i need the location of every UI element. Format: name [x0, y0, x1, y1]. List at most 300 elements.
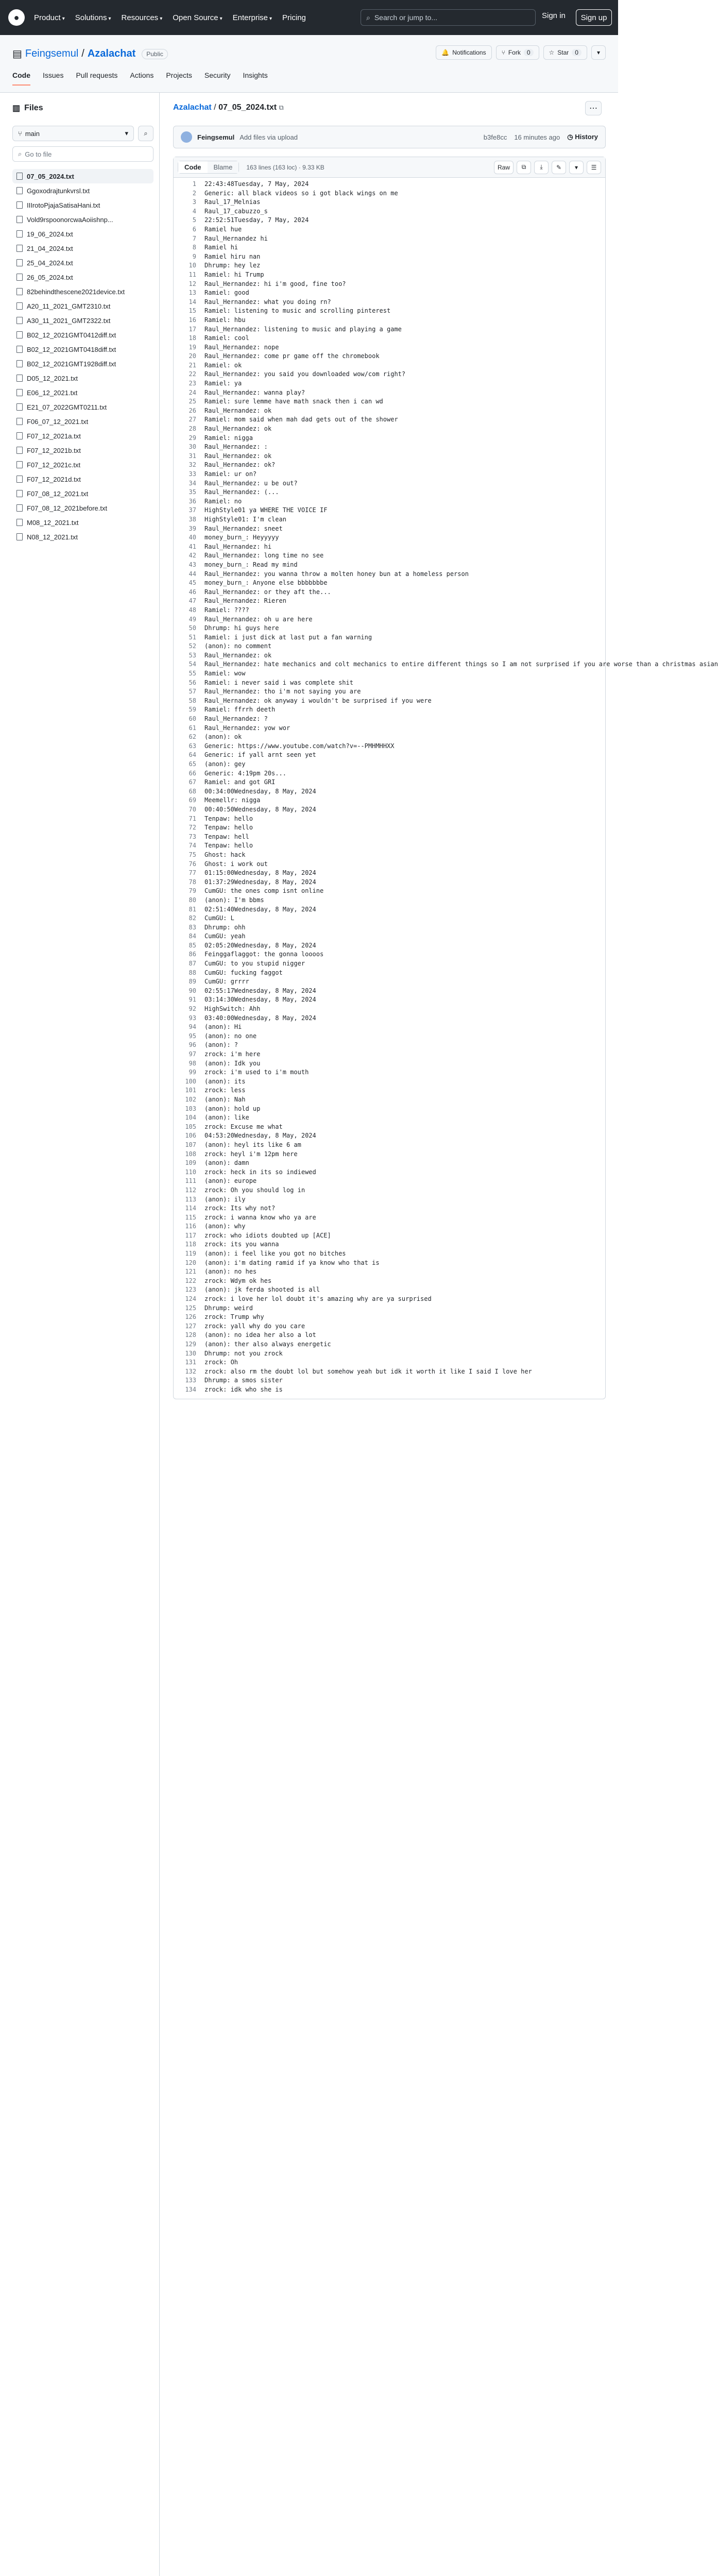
tab-issues[interactable]: Issues: [43, 71, 64, 79]
line-number[interactable]: 35: [189, 488, 196, 496]
line-text: money_burn_: Anyone else bbbbbbbe: [204, 579, 328, 587]
line-number[interactable]: 50: [189, 624, 196, 632]
code-line: [174, 443, 605, 452]
line-number[interactable]: 9: [192, 252, 196, 260]
line-number[interactable]: 86: [189, 951, 196, 958]
line-number[interactable]: 76: [189, 860, 196, 868]
line-text: Ramiel: mom said when mah dad gets out of the shower: [204, 416, 398, 423]
line-text: Raul_Hernandez: hi: [204, 543, 272, 550]
line-number[interactable]: 47: [189, 597, 196, 605]
file-tree-item[interactable]: [12, 284, 153, 299]
line-number[interactable]: 7: [192, 234, 196, 242]
blame-view-button[interactable]: Blame: [208, 161, 239, 173]
breadcrumb-repo-link[interactable]: Azalachat: [173, 103, 212, 112]
code-line: [174, 687, 605, 697]
line-number[interactable]: 123: [185, 1286, 196, 1294]
commit-author[interactable]: Feingsemul: [197, 133, 235, 141]
line-number[interactable]: 31: [189, 452, 196, 460]
file-search-button[interactable]: [138, 126, 153, 141]
line-number[interactable]: 114: [185, 1205, 196, 1212]
copy-path-icon[interactable]: ⧉: [279, 104, 284, 111]
code-line: [174, 787, 605, 796]
line-number[interactable]: 117: [185, 1231, 196, 1239]
main-nav: [34, 13, 306, 22]
line-number[interactable]: 45: [189, 579, 196, 587]
code-line: [174, 1131, 605, 1141]
line-number[interactable]: 68: [189, 787, 196, 795]
file-tree-item-label: A30_11_2021_GMT2322.txt: [27, 316, 111, 325]
line-number[interactable]: 3: [192, 198, 196, 206]
line-number[interactable]: 125: [185, 1304, 196, 1312]
line-number[interactable]: 42: [189, 552, 196, 560]
branch-selector[interactable]: ⑂ main ▾: [12, 126, 134, 141]
line-number[interactable]: 73: [189, 833, 196, 840]
tab-projects[interactable]: Projects: [166, 71, 192, 79]
line-number[interactable]: 15: [189, 307, 196, 315]
line-number[interactable]: 29: [189, 434, 196, 442]
line-number[interactable]: 62: [189, 733, 196, 741]
line-number[interactable]: 61: [189, 724, 196, 732]
line-text: Ramiel: i never said i was complete shit: [204, 679, 353, 686]
line-number[interactable]: 33: [189, 470, 196, 478]
code-line: [174, 1141, 605, 1150]
tab-insights[interactable]: Insights: [243, 71, 268, 79]
line-number[interactable]: 131: [185, 1359, 196, 1366]
line-number[interactable]: 11: [189, 270, 196, 278]
line-number[interactable]: 57: [189, 688, 196, 696]
file-tree-item[interactable]: [12, 270, 153, 284]
line-number[interactable]: 90: [189, 987, 196, 994]
file-tree-item-label: F06_07_12_2021.txt: [27, 417, 89, 426]
line-text: Raul_Hernandez: ?: [204, 715, 268, 723]
code-line: [174, 769, 605, 778]
line-number[interactable]: 99: [189, 1069, 196, 1076]
code-line: [174, 1231, 605, 1241]
download-icon[interactable]: ⤓: [534, 161, 549, 174]
line-number[interactable]: 22: [189, 370, 196, 378]
branch-icon: ⑂: [18, 129, 22, 138]
file-tree-item[interactable]: [12, 328, 153, 342]
code-line: [174, 1086, 605, 1095]
line-number[interactable]: 51: [189, 633, 196, 641]
line-number[interactable]: 104: [185, 1114, 196, 1122]
line-number[interactable]: 27: [189, 416, 196, 423]
file-tree-item[interactable]: [12, 227, 153, 241]
line-text: Meemellr: nigga: [204, 796, 261, 804]
code-line: [174, 307, 605, 316]
line-text: Raul_Hernandez: hate mechanics and colt mechanics to entire different things so I am not surprised if you are worse than a christmas asian: [204, 660, 718, 668]
more-options-button[interactable]: ⋯: [585, 101, 602, 115]
code-line: [174, 234, 605, 244]
file-tree-item[interactable]: [12, 299, 153, 313]
line-number[interactable]: 105: [185, 1123, 196, 1130]
line-number[interactable]: 59: [189, 706, 196, 714]
line-number[interactable]: 25: [189, 398, 196, 405]
file-icon: [16, 418, 23, 425]
code-line: [174, 379, 605, 388]
code-line: [174, 1259, 605, 1268]
line-number[interactable]: 100: [185, 1077, 196, 1085]
line-number[interactable]: 92: [189, 1005, 196, 1013]
sign-in-link[interactable]: Sign in: [542, 11, 566, 20]
line-number[interactable]: 94: [189, 1023, 196, 1031]
code-line: [174, 207, 605, 216]
file-tree-item-label: D05_12_2021.txt: [27, 374, 78, 382]
line-number[interactable]: 40: [189, 534, 196, 541]
fork-button[interactable]: ⑂ Fork 0: [496, 45, 539, 60]
nav-resources[interactable]: Resources ▾: [121, 13, 163, 22]
line-text: 02:55:17Wednesday, 8 May, 2024: [204, 987, 316, 994]
visibility-badge: Public: [142, 49, 168, 59]
line-text: Ramiel: ok: [204, 361, 242, 369]
file-tree-item[interactable]: [12, 313, 153, 328]
nav-pricing[interactable]: Pricing: [282, 13, 306, 22]
line-number[interactable]: 1: [192, 180, 196, 188]
line-text: Raul_Hernandez: u be out?: [204, 479, 298, 487]
line-number[interactable]: 20: [189, 352, 196, 360]
tab-actions[interactable]: Actions: [130, 71, 154, 79]
line-text: CumGU: yeah: [204, 933, 246, 940]
line-number[interactable]: 124: [185, 1295, 196, 1303]
line-text: zrock: also rm the doubt lol but somehow yeah but idk it worth it like I said I love her: [204, 1367, 532, 1375]
line-number[interactable]: 46: [189, 588, 196, 596]
file-icon: [16, 259, 23, 266]
line-number[interactable]: 134: [185, 1385, 196, 1393]
line-number[interactable]: 65: [189, 760, 196, 768]
line-number[interactable]: 71: [189, 815, 196, 822]
tab-security[interactable]: Security: [204, 71, 231, 79]
nav-open-source[interactable]: Open Source ▾: [173, 13, 223, 22]
line-text: (anon): like: [204, 1114, 249, 1122]
code-line: [174, 1285, 605, 1295]
commit-message[interactable]: Add files via upload: [240, 133, 298, 141]
star-dropdown-button[interactable]: [591, 45, 606, 60]
line-number[interactable]: 23: [189, 380, 196, 387]
line-text: Ramiel: no: [204, 497, 242, 505]
file-tree-item-label: B02_12_2021GMT0418diff.txt: [27, 345, 116, 353]
sidebar-toggle-icon[interactable]: ▥: [12, 104, 21, 113]
line-number[interactable]: 133: [185, 1377, 196, 1384]
file-tree-item[interactable]: [12, 357, 153, 371]
line-number[interactable]: 53: [189, 651, 196, 659]
nav-enterprise[interactable]: Enterprise ▾: [232, 13, 272, 22]
line-number[interactable]: 19: [189, 343, 196, 351]
line-number[interactable]: 24: [189, 388, 196, 396]
line-number[interactable]: 111: [185, 1177, 196, 1185]
file-tree-item[interactable]: [12, 198, 153, 212]
line-text: Ramiel: hbu: [204, 316, 246, 324]
line-text: zrock: Excuse me what: [204, 1123, 283, 1130]
line-number[interactable]: 26: [189, 406, 196, 414]
file-tree-item[interactable]: [12, 414, 153, 429]
repo-name-link[interactable]: Azalachat: [87, 48, 136, 59]
file-tree-item[interactable]: [12, 501, 153, 515]
line-number[interactable]: 93: [189, 1014, 196, 1022]
line-number[interactable]: 43: [189, 561, 196, 568]
line-number[interactable]: 107: [185, 1141, 196, 1148]
file-tree-item[interactable]: [12, 256, 153, 270]
line-number[interactable]: 103: [185, 1105, 196, 1112]
line-number[interactable]: 130: [185, 1349, 196, 1357]
code-line: [174, 243, 605, 252]
code-line: [174, 252, 605, 262]
line-number[interactable]: 8: [192, 244, 196, 251]
line-text: Raul_Hernandez: you said you downloaded wow/com right?: [204, 370, 406, 378]
line-number[interactable]: 64: [189, 751, 196, 759]
file-tree-item[interactable]: [12, 530, 153, 544]
code-line: [174, 1331, 605, 1340]
line-number[interactable]: 83: [189, 923, 196, 931]
line-number[interactable]: 39: [189, 524, 196, 532]
line-number[interactable]: 75: [189, 851, 196, 858]
line-number[interactable]: 80: [189, 896, 196, 904]
chevron-down-icon[interactable]: ▾: [569, 161, 584, 174]
notifications-button[interactable]: 🔔 Notifications: [436, 45, 491, 60]
avatar[interactable]: [181, 131, 192, 143]
line-number[interactable]: 102: [185, 1095, 196, 1103]
code-line: [174, 987, 605, 996]
commit-sha[interactable]: b3fe8cc: [483, 133, 507, 141]
code-line: [174, 1213, 605, 1223]
line-text: Ramiel: nigga: [204, 434, 253, 442]
line-number[interactable]: 122: [185, 1277, 196, 1284]
line-number[interactable]: 119: [185, 1250, 196, 1258]
file-tree-item[interactable]: [12, 169, 153, 183]
line-number[interactable]: 16: [189, 316, 196, 324]
file-tree-item[interactable]: [12, 515, 153, 530]
line-number[interactable]: 2: [192, 189, 196, 197]
line-number[interactable]: 97: [189, 1050, 196, 1058]
line-number[interactable]: 49: [189, 615, 196, 623]
line-number[interactable]: 118: [185, 1241, 196, 1248]
line-number[interactable]: 17: [189, 325, 196, 333]
repo-owner-link[interactable]: Feingsemul: [25, 48, 79, 59]
file-tree-item[interactable]: [12, 400, 153, 414]
line-number[interactable]: 72: [189, 824, 196, 832]
line-text: zrock: i wanna know who ya are: [204, 1213, 316, 1221]
code-line: [174, 461, 605, 470]
line-number[interactable]: 5: [192, 216, 196, 224]
tab-pull-requests[interactable]: Pull requests: [76, 71, 118, 79]
code-line: [174, 316, 605, 325]
line-number[interactable]: 56: [189, 679, 196, 686]
line-number[interactable]: 128: [185, 1331, 196, 1339]
file-icon: [16, 288, 23, 295]
code-line: [174, 760, 605, 769]
code-line: [174, 551, 605, 561]
code-line: [174, 180, 605, 189]
file-tree-item[interactable]: [12, 472, 153, 486]
line-text: money_burn_: Read my mind: [204, 561, 298, 568]
line-number[interactable]: 84: [189, 933, 196, 940]
line-number[interactable]: 63: [189, 742, 196, 750]
nav-solutions[interactable]: Solutions ▾: [75, 13, 111, 22]
code-view-button[interactable]: Code: [178, 161, 208, 173]
code-line: [174, 524, 605, 534]
line-number[interactable]: 12: [189, 280, 196, 287]
code-line: [174, 679, 605, 688]
line-text: (anon): Nah: [204, 1095, 246, 1103]
line-number[interactable]: 48: [189, 606, 196, 614]
line-number[interactable]: 127: [185, 1322, 196, 1330]
line-number[interactable]: 37: [189, 506, 196, 514]
file-tree-item[interactable]: [12, 183, 153, 198]
file-tree-item[interactable]: [12, 429, 153, 443]
line-number[interactable]: 129: [185, 1341, 196, 1348]
line-number[interactable]: 89: [189, 978, 196, 986]
line-text: Dhrump: a smos sister: [204, 1377, 283, 1384]
code-line: [174, 624, 605, 633]
line-number[interactable]: 106: [185, 1132, 196, 1140]
code-line: [174, 651, 605, 660]
line-number[interactable]: 115: [185, 1213, 196, 1221]
file-tree-item[interactable]: [12, 457, 153, 472]
code-line: [174, 851, 605, 860]
line-text: Ramiel: ur on?: [204, 470, 257, 478]
code-line: [174, 406, 605, 416]
line-number[interactable]: 96: [189, 1041, 196, 1049]
line-number[interactable]: 79: [189, 887, 196, 895]
line-text: Ramiel: wow: [204, 670, 246, 677]
line-number[interactable]: 81: [189, 905, 196, 913]
search-icon: ⌕: [366, 13, 370, 22]
latest-commit-bar: [173, 126, 606, 148]
code-line: [174, 361, 605, 370]
line-number[interactable]: 4: [192, 207, 196, 215]
line-number[interactable]: 108: [185, 1150, 196, 1158]
line-number[interactable]: 58: [189, 697, 196, 704]
copy-icon[interactable]: ⧉: [517, 161, 531, 174]
file-icon: [16, 476, 23, 483]
line-number[interactable]: 110: [185, 1168, 196, 1176]
line-text: (anon): Idk you: [204, 1059, 261, 1067]
line-number[interactable]: 6: [192, 225, 196, 233]
code-line: [174, 1032, 605, 1041]
line-number[interactable]: 32: [189, 461, 196, 469]
line-number[interactable]: 77: [189, 869, 196, 877]
line-number[interactable]: 67: [189, 778, 196, 786]
line-text: 01:37:29Wednesday, 8 May, 2024: [204, 878, 316, 886]
line-number[interactable]: 10: [189, 262, 196, 269]
raw-button[interactable]: Raw: [494, 161, 514, 174]
line-number[interactable]: 113: [185, 1195, 196, 1203]
line-text: (anon): why: [204, 1223, 246, 1230]
line-number[interactable]: 112: [185, 1186, 196, 1194]
line-text: (anon): jk ferda shooted is all: [204, 1286, 320, 1294]
code-line: [174, 588, 605, 597]
code-line: [174, 995, 605, 1005]
go-to-file-input[interactable]: ⌕ Go to file: [12, 146, 153, 162]
tab-code[interactable]: Code: [12, 71, 30, 86]
line-number[interactable]: 69: [189, 796, 196, 804]
sign-up-button[interactable]: Sign up: [576, 9, 612, 26]
line-number[interactable]: 66: [189, 769, 196, 777]
line-text: 03:40:00Wednesday, 8 May, 2024: [204, 1014, 316, 1022]
line-number[interactable]: 126: [185, 1313, 196, 1321]
line-number[interactable]: 21: [189, 361, 196, 369]
line-number[interactable]: 121: [185, 1268, 196, 1276]
line-number[interactable]: 36: [189, 497, 196, 505]
line-number[interactable]: 116: [185, 1223, 196, 1230]
line-text: Dhrump: hi guys here: [204, 624, 279, 632]
code-line: [174, 1095, 605, 1105]
line-number[interactable]: 34: [189, 479, 196, 487]
file-tree-item[interactable]: [12, 486, 153, 501]
line-number[interactable]: 60: [189, 715, 196, 723]
file-tree-item[interactable]: [12, 342, 153, 357]
code-line: [174, 570, 605, 579]
history-button[interactable]: ◷ History: [567, 133, 598, 141]
code-line: [174, 1385, 605, 1395]
file-tree-item[interactable]: [12, 385, 153, 400]
line-number[interactable]: 14: [189, 298, 196, 306]
line-number[interactable]: 88: [189, 969, 196, 976]
line-number[interactable]: 41: [189, 543, 196, 550]
code-line: [174, 1304, 605, 1313]
line-number[interactable]: 95: [189, 1032, 196, 1040]
nav-product[interactable]: Product ▾: [34, 13, 65, 22]
line-number[interactable]: 18: [189, 334, 196, 342]
code-line: [174, 561, 605, 570]
edit-icon[interactable]: ✎: [552, 161, 566, 174]
line-number[interactable]: 74: [189, 842, 196, 850]
line-text: 22:43:48Tuesday, 7 May, 2024: [204, 180, 309, 188]
code-line: [174, 778, 605, 787]
line-text: Ramiel: and got GRI: [204, 778, 276, 786]
line-number[interactable]: 28: [189, 425, 196, 433]
line-number[interactable]: 13: [189, 289, 196, 297]
line-number[interactable]: 82: [189, 914, 196, 922]
line-number[interactable]: 44: [189, 570, 196, 578]
line-number[interactable]: 98: [189, 1059, 196, 1067]
file-tree-item[interactable]: [12, 443, 153, 457]
line-number[interactable]: 91: [189, 996, 196, 1004]
line-number[interactable]: 54: [189, 660, 196, 668]
line-number[interactable]: 78: [189, 878, 196, 886]
file-tree-item[interactable]: [12, 371, 153, 385]
code-line: [174, 742, 605, 751]
line-number[interactable]: 101: [185, 1087, 196, 1094]
line-number[interactable]: 70: [189, 805, 196, 813]
global-search-input[interactable]: ⌕ Search or jump to...: [361, 9, 536, 26]
line-text: Raul_Hernandez: what you doing rn?: [204, 298, 331, 306]
line-number[interactable]: 52: [189, 642, 196, 650]
symbols-panel-icon[interactable]: ☰: [587, 161, 601, 174]
line-text: (anon): europe: [204, 1177, 257, 1185]
line-number[interactable]: 55: [189, 670, 196, 677]
code-line: [174, 969, 605, 978]
file-icon: [16, 432, 23, 439]
file-icon: [16, 302, 23, 310]
line-text: (anon): damn: [204, 1159, 249, 1167]
github-logo-icon[interactable]: ●: [8, 9, 25, 26]
line-number[interactable]: 87: [189, 960, 196, 968]
line-number[interactable]: 120: [185, 1259, 196, 1266]
line-number[interactable]: 30: [189, 443, 196, 451]
line-number[interactable]: 85: [189, 941, 196, 949]
code-line: [174, 515, 605, 524]
file-tree-item[interactable]: [12, 241, 153, 256]
line-number[interactable]: 109: [185, 1159, 196, 1167]
file-tree-item[interactable]: [12, 212, 153, 227]
line-number[interactable]: 132: [185, 1367, 196, 1375]
file-tools: [494, 161, 601, 174]
repo-actions: [436, 45, 606, 60]
line-text: 00:34:00Wednesday, 8 May, 2024: [204, 787, 316, 795]
line-text: (anon): gey: [204, 760, 246, 768]
line-number[interactable]: 38: [189, 515, 196, 523]
star-button[interactable]: ☆ Star 0: [543, 45, 587, 60]
